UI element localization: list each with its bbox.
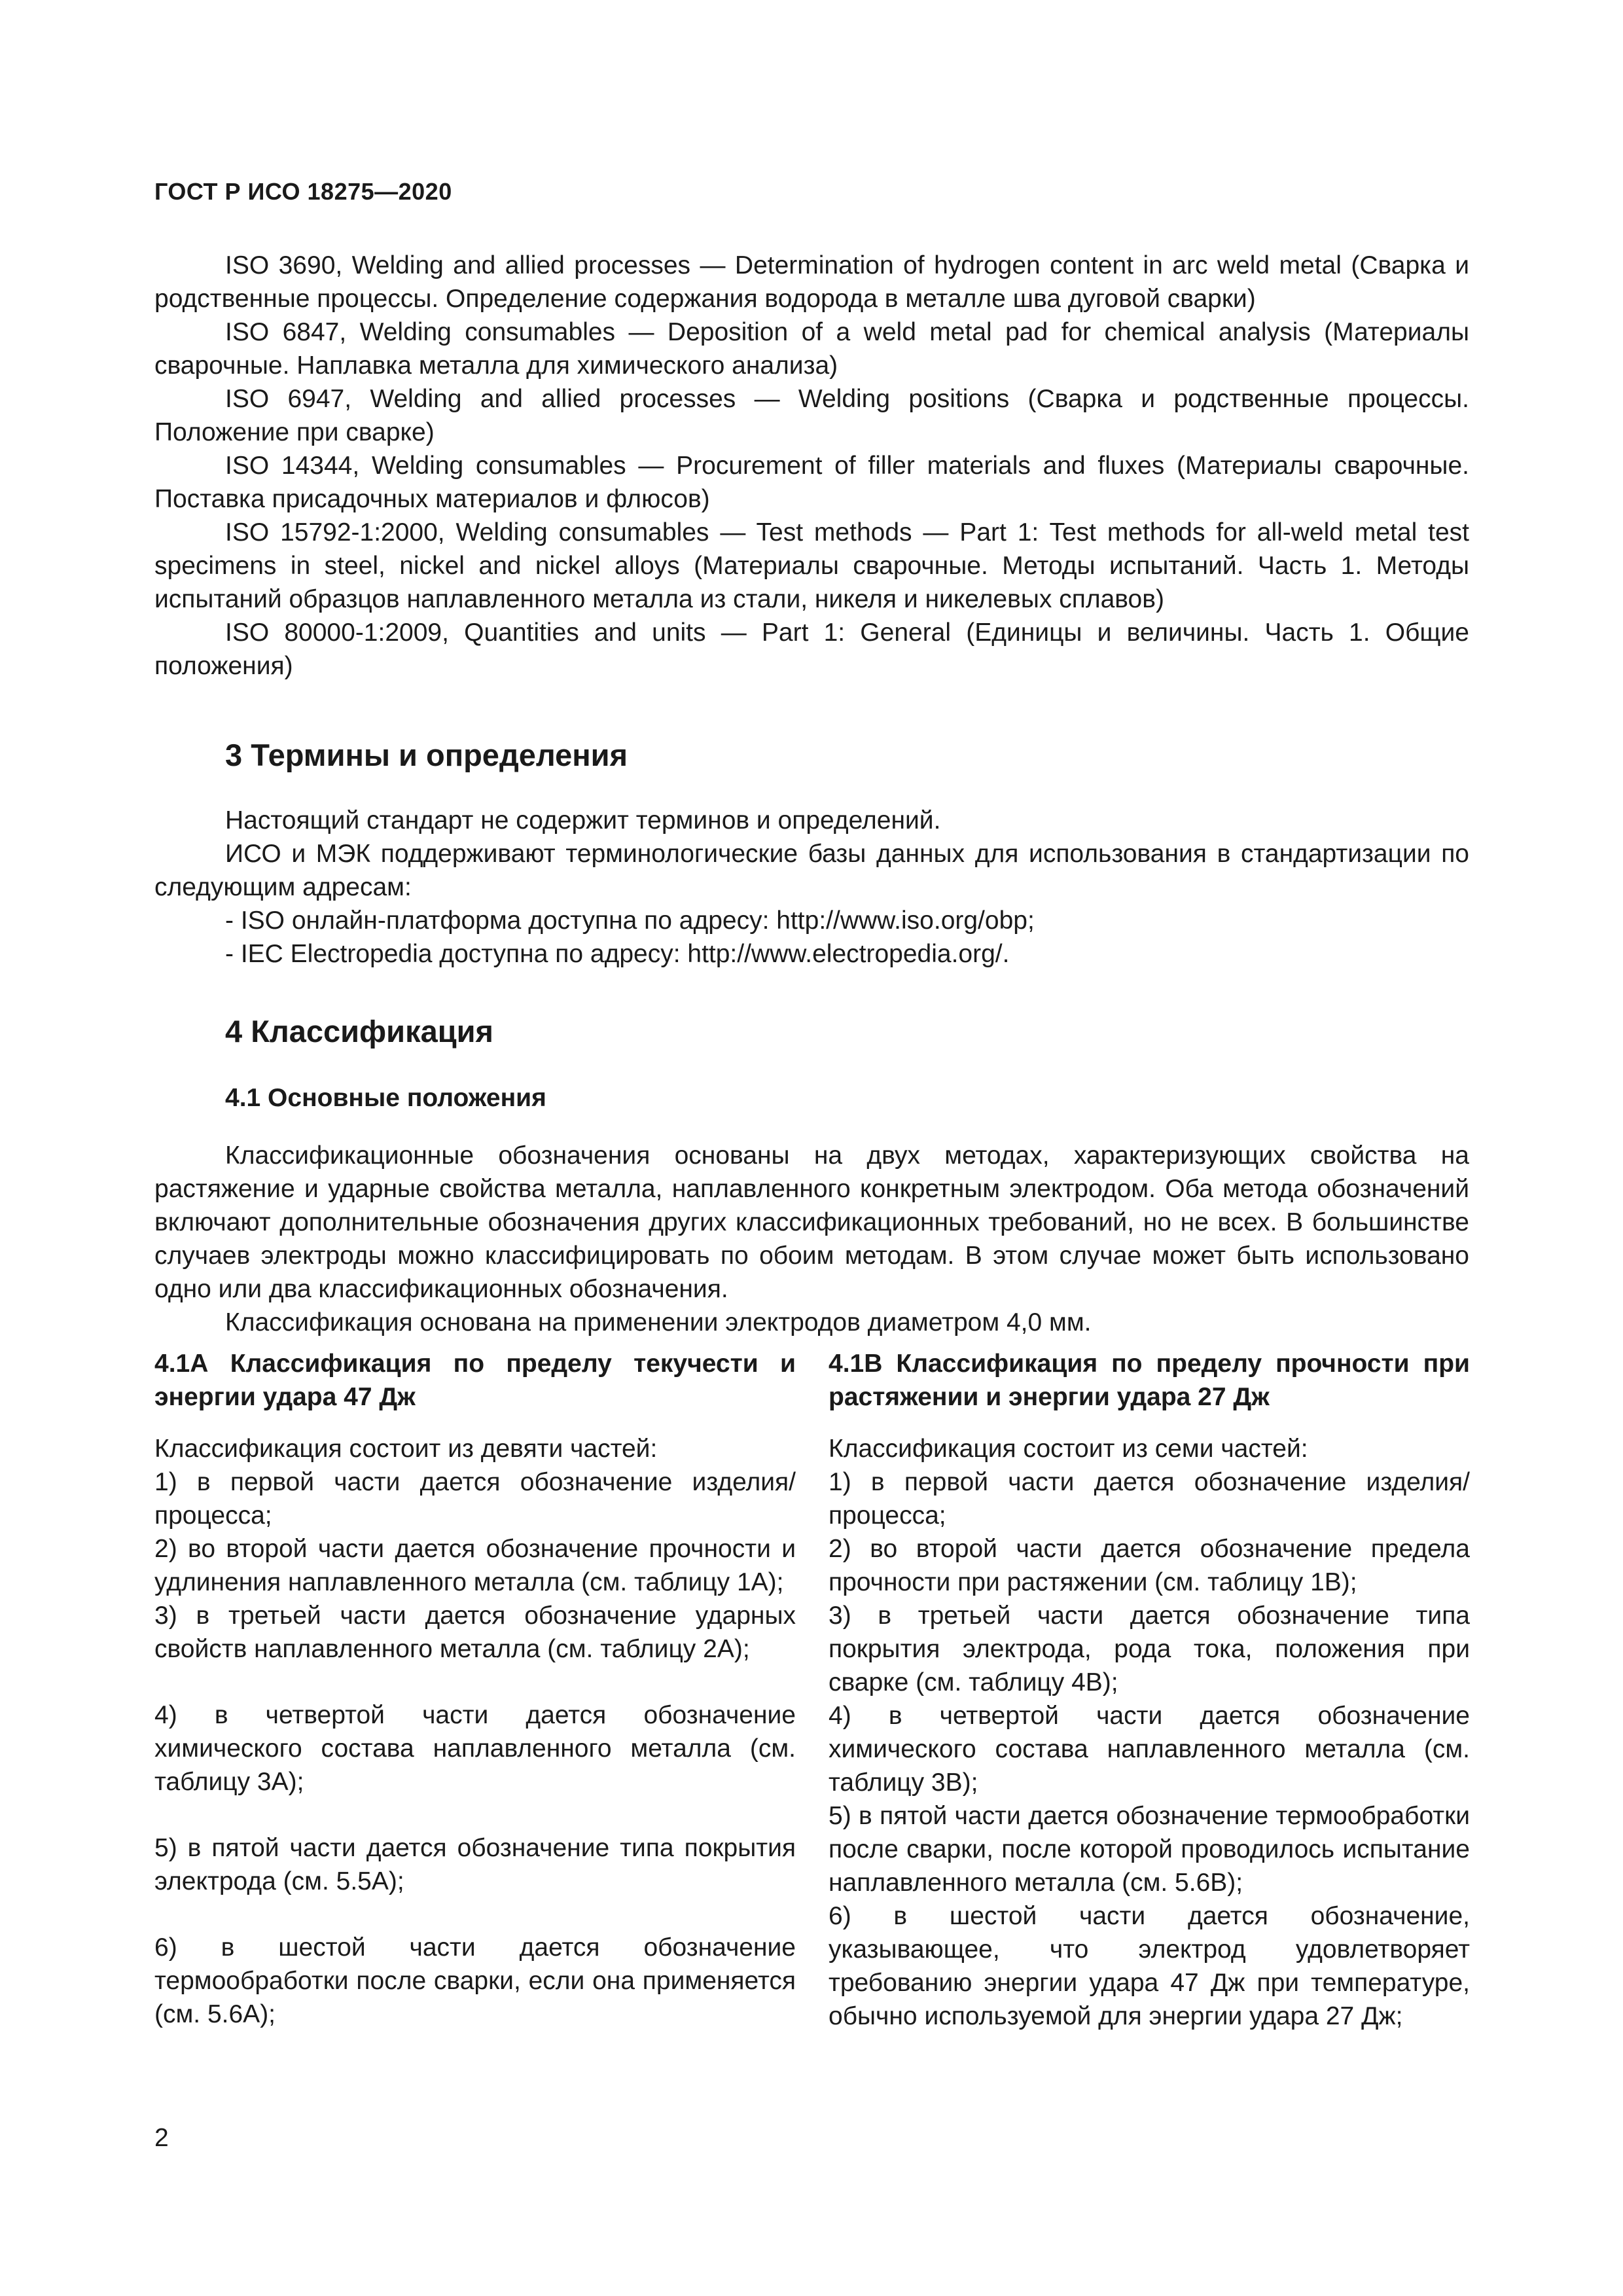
list-item: 6) в шестой части дается обозначение, указывающее, что электрод удовлетворяет требованию энергии удара 47 Дж при температуре, обычно используемой для энергии удара 27 Дж; xyxy=(829,1902,1470,2030)
paragraph: Классификационные обозначения основаны на двух методах, характеризующих свойства на растяжение и ударные свойства металла, наплавленного конкретным электродом. Оба метода обозначений включают дополнительные обозначения других классификационных требований, но не всех. В большинстве случаев электроды можно классифицировать по обоим методам. В этом случае может быть использовано одно или два классификационных обозначения. xyxy=(154,1141,1469,1303)
paragraph: Классификация основана на применении электродов диаметром 4,0 мм. xyxy=(225,1308,1092,1336)
reference-item: ISO 15792-1:2000, Welding consumables — Test methods — Part 1: Test methods for all-weld metal test specimens in steel, nickel and nickel alloys (Материалы сварочные. Методы испытаний. Часть 1. Методы испытаний образцов наплавленного металла из стали, никеля и никелевых сплавов) xyxy=(154,518,1469,613)
list-item: 3) в третьей части дается обозначение ударных свойств наплавленного металла (см. таблицу 2А); xyxy=(154,1602,796,1663)
reference-item: ISO 6947, Welding and allied processes — Welding positions (Сварка и родственные процессы. Положение при сварке) xyxy=(154,385,1469,446)
list-item: 2) во второй части дается обозначение предела прочности при растяжении (см. таблицу 1В); xyxy=(829,1535,1470,1596)
list-item: 1) в первой части дается обозначение изделия/процесса; xyxy=(154,1468,796,1530)
subsection-4-1-title: 4.1 Основные положения xyxy=(225,1084,546,1112)
reference-item: ISO 14344, Welding consumables — Procurement of filler materials and fluxes (Материалы сварочные. Поставка присадочных материалов и флюсов) xyxy=(154,452,1469,513)
reference-item: ISO 6847, Welding consumables — Deposition of a weld metal pad for chemical analysis (Материалы сварочные. Наплавка металла для химического анализа) xyxy=(154,318,1469,380)
list-item: 4) в четвертой части дается обозначение химического состава наплавленного металла (см. таблицу 3В); xyxy=(829,1702,1470,1797)
list-item: 1) в первой части дается обозначение изделия/процесса; xyxy=(829,1468,1470,1530)
section-3-title: 3 Термины и определения xyxy=(225,738,628,772)
reference-item: ISO 3690, Welding and allied processes — Determination of hydrogen content in arc weld metal (Сварка и родственные процессы. Определение содержания водорода в металле шва дуговой сварки) xyxy=(154,251,1469,313)
section-4-body xyxy=(154,1139,1469,1339)
section-3-body xyxy=(154,804,1469,971)
paragraph: ИСО и МЭК поддерживают терминологические базы данных для использования в стандартизации по следующим адресам: xyxy=(154,840,1469,901)
column-intro: Классификация состоит из девяти частей: xyxy=(154,1435,658,1463)
document-header: ГОСТ Р ИСО 18275—2020 xyxy=(154,178,452,205)
list-item: 6) в шестой части дается обозначение термообработки после сварки, если она применяется (см. 5.6А); xyxy=(154,1933,796,2028)
list-item: - IEC Electropedia доступна по адресу: http://www.electropedia.org/. xyxy=(225,940,1010,968)
section-4-title: 4 Классификация xyxy=(225,1014,493,1049)
column-4-1a xyxy=(154,1347,796,2031)
page-number: 2 xyxy=(154,2124,169,2152)
column-heading: 4.1А Классификация по пределу текучести и энергии удара 47 Дж xyxy=(154,1350,796,1411)
reference-item: ISO 80000-1:2009, Quantities and units — Part 1: General (Единицы и величины. Часть 1. Общие положения) xyxy=(154,619,1469,680)
column-intro: Классификация состоит из семи частей: xyxy=(829,1435,1308,1463)
list-item: 3) в третьей части дается обозначение типа покрытия электрода, рода тока, положения при сварке (см. таблицу 4В); xyxy=(829,1602,1470,1696)
paragraph: Настоящий стандарт не содержит терминов и определений. xyxy=(225,806,941,834)
column-4-1b xyxy=(829,1347,1470,2033)
list-item: 5) в пятой части дается обозначение типа покрытия электрода (см. 5.5А); xyxy=(154,1834,796,1895)
list-item: 4) в четвертой части дается обозначение химического состава наплавленного металла (см. таблицу 3А); xyxy=(154,1701,796,1796)
column-heading: 4.1В Классификация по пределу прочности при растяжении и энергии удара 27 Дж xyxy=(829,1350,1470,1411)
list-item: 2) во второй части дается обозначение прочности и удлинения наплавленного металла (см. таблицу 1А); xyxy=(154,1535,796,1596)
normative-references xyxy=(154,249,1469,683)
list-item: - ISO онлайн-платформа доступна по адресу: http://www.iso.org/obp; xyxy=(225,906,1035,935)
list-item: 5) в пятой части дается обозначение термообработки после сварки, после которой проводилось испытание наплавленного металла (см. 5.6В); xyxy=(829,1802,1470,1897)
